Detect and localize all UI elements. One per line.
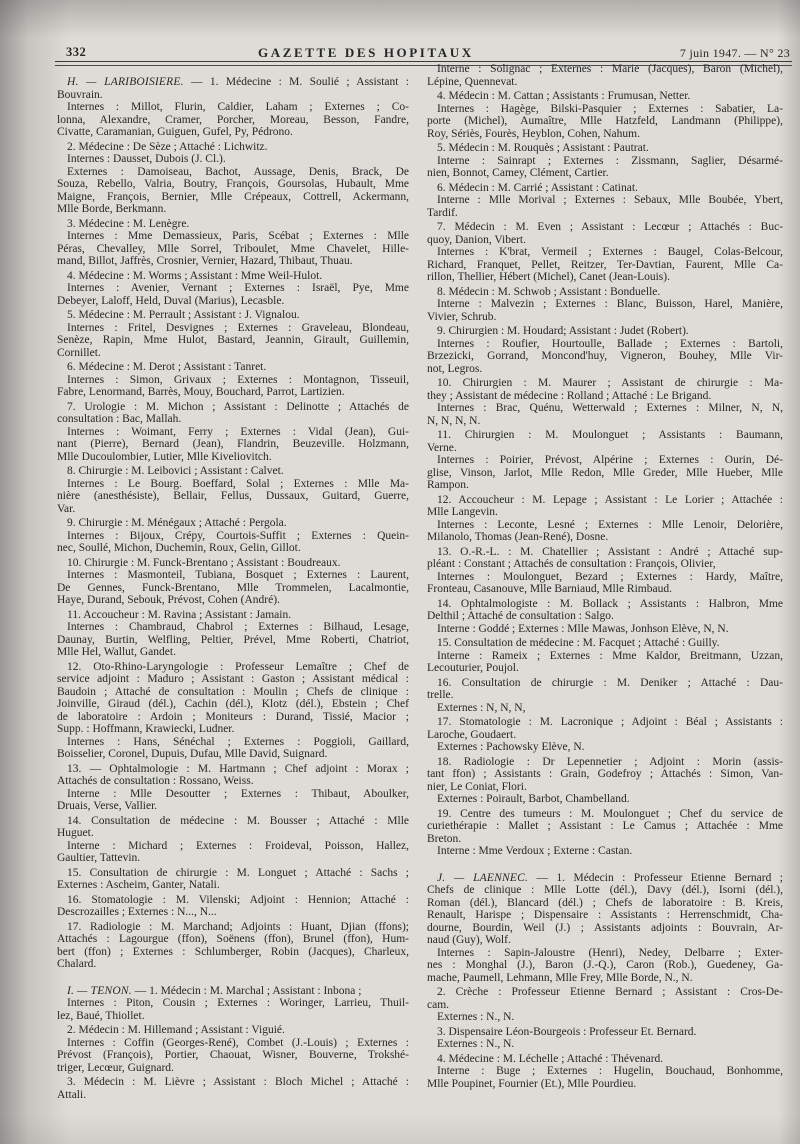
paragraph <box>427 947 783 985</box>
paragraph <box>427 402 783 427</box>
text-line: 3. Médecin : M. Lièvre ; Assistant : Bloch Michel ; Attaché : <box>67 1076 409 1088</box>
text-line: Chefs de clinique : Mlle Lotte (dél.), Davy (dél.), Isorni (dél.), <box>427 884 783 896</box>
text-line: 15. Consultation de chirurgie : M. Longuet ; Attaché : Sachs ; <box>67 866 409 879</box>
page-header <box>58 45 792 61</box>
text-line: Mlle Borde, Berkmann. <box>57 203 167 215</box>
text-line: bert (ffon) ; Externes : Schlumberger, Robin (Jacques), Charleux, <box>57 945 409 958</box>
paragraph <box>57 661 409 736</box>
paragraph <box>427 872 783 947</box>
service-entry <box>427 808 783 858</box>
service-entry <box>57 985 409 1023</box>
text-line <box>57 985 409 998</box>
text-line: Internes : Simon, Grivaux ; Externes : Montagnon, Tisseuil, <box>67 373 409 386</box>
paragraph <box>427 702 783 715</box>
text-line: Internes : Woimant, Ferry ; Externes : Vidal (Jean), Gui- <box>67 425 409 438</box>
paragraph <box>427 793 783 806</box>
text-line: 9. Chirurgie : M. Ménégaux ; Attaché : Pergola. <box>67 517 287 529</box>
text-line: 4. Médecine : M. Léchelle ; Attaché : Thévenard. <box>437 1052 664 1065</box>
paragraph <box>427 221 783 246</box>
text-line: Lépine, Quennevat. <box>427 75 518 88</box>
paragraph <box>57 166 409 216</box>
service-entry <box>427 429 783 492</box>
paragraph <box>57 921 409 971</box>
text-line: 3. Dispensaire Léon-Bourgeois : Professeur Et. Bernard. <box>437 1025 697 1038</box>
text-line: 17. Radiologie : M. Marchand; Adjoints : Huant, Djian (ffons); <box>67 920 409 933</box>
paragraph <box>57 141 409 154</box>
paragraph <box>427 90 783 103</box>
text-line: triger, Lecœur, Guignard. <box>57 1061 174 1074</box>
paragraph <box>57 309 409 322</box>
text-line: Internes : Hans, Sénéchal ; Externes : Poggioli, Gaillard, <box>67 735 409 748</box>
paragraph <box>57 401 409 426</box>
text-line: N, N, N, N. <box>427 414 481 427</box>
paragraph <box>57 270 409 283</box>
service-entry <box>57 361 409 399</box>
paragraph <box>57 894 409 919</box>
paragraph <box>57 985 409 998</box>
paragraph <box>427 338 783 376</box>
service-entry <box>427 221 783 284</box>
service-entry <box>427 598 783 636</box>
paragraph <box>57 426 409 464</box>
service-entry <box>427 63 783 88</box>
text-line: Internes : Hagège, Bilski-Pasquier ; Externes : Sabatier, La- <box>437 102 783 115</box>
text-line: Internes : Coffin (Georges-René), Combet (J.-Louis) ; Externes : <box>67 1036 409 1049</box>
service-entry <box>57 218 409 268</box>
text-line: 14. Ophtalmologiste : M. Bollack ; Assistants : Halbron, Mme <box>437 597 783 610</box>
paragraph <box>427 286 783 299</box>
text-line: nien, Bonnot, Camey, Clément, Cartier. <box>427 167 609 179</box>
text-line: Breton. <box>427 832 462 845</box>
paragraph <box>427 429 783 454</box>
paragraph <box>427 325 783 338</box>
text-line: Internes : Avenier, Vernant ; Externes : Israël, Pye, Mme <box>67 282 409 294</box>
service-entry <box>427 1053 783 1091</box>
text-line: 7. Médecin : M. Even ; Assistant : Lecœur ; Attachés : Buc- <box>437 221 783 233</box>
text-line: Attachés : Lagourgue (ffon), Soënens (ffon), Brunel (ffon), Hum- <box>57 933 409 945</box>
paragraph <box>427 571 783 596</box>
text-line: lonna, Alexandre, Cramer, Porcher, Moreau, Besson, Fandre, <box>57 113 409 126</box>
paragraph <box>57 465 409 478</box>
text-line: 11. Accoucheur : M. Ravina ; Assistant : Jamain. <box>67 608 292 621</box>
text-line: Internes : Sapin-Jaloustre (Henri), Nedey, Delbarre ; Exter- <box>437 946 783 959</box>
text-line-rest: — 1. Médecin : M. Marchal ; Assistant : Inbona ; <box>134 984 362 997</box>
text-line: Interne : Michard ; Externes : Froideval, Poisson, Hallez, <box>67 839 409 852</box>
text-line: Richard, Franquet, Pellet, Reitzer, Ter-Davtian, Faurent, Mlle Ca- <box>427 258 783 271</box>
text-line: Interne : Mme Verdoux ; Externe : Castan. <box>437 845 633 857</box>
text-line: Fronteau, Casanouve, Mlle Barniaud, Mlle Rimbaud. <box>427 583 672 595</box>
paragraph <box>57 530 409 555</box>
paragraph <box>427 1053 783 1066</box>
text-line: nière (anesthésiste), Bellair, Fellus, Dussaux, Guitard, Guerre, <box>57 490 409 502</box>
paragraph <box>427 546 783 571</box>
text-line: Externes : Poirault, Barbot, Chambelland. <box>437 793 630 805</box>
text-line: curiethérapie : Mallet ; Assistant : Le Camus ; Attachée : Mme <box>427 820 783 832</box>
service-entry <box>57 141 409 216</box>
paragraph <box>57 997 409 1022</box>
text-line: 4. Médecin : M. Cattan ; Assistants : Frumusan, Netter. <box>437 90 691 102</box>
hospital-heading: I. — TENON. <box>67 984 132 997</box>
text-line: tant ffon) ; Assistants : Grain, Godefroy ; Attachés : Simon, Van- <box>427 768 783 780</box>
text-line: Mlle Poupinet, Fournier (Et.), Mlle Pourdieu. <box>427 1077 637 1090</box>
text-line: 16. Consultation de chirurgie : M. Deniker ; Attaché : Dau- <box>437 676 783 689</box>
text-line: Baudoin ; Attaché de consultation : Moulin ; Chefs de clinique : <box>57 685 409 698</box>
service-entry <box>57 401 409 464</box>
text-line: Maigne, François, Bernier, Mlle Crépeaux, Cottrell, Ackermann, <box>57 190 409 203</box>
text-line: Interne : Goddé ; Externes : Mlle Mawas, Jonhson Elève, N, N. <box>437 622 729 635</box>
service-entry <box>57 661 409 761</box>
text-line-rest: — 1. Médecin : Professeur Etienne Bernard ; <box>536 871 783 884</box>
paragraph <box>57 517 409 530</box>
paragraph <box>427 808 783 846</box>
text-line: Attali. <box>57 1088 87 1101</box>
text-line: Druais, Verse, Vallier. <box>57 800 158 812</box>
paragraph <box>427 650 783 675</box>
text-line: 6. Médecin : M. Carrié ; Assistant : Catinat. <box>437 181 638 194</box>
text-line: 16. Stomatologie : M. Vilenski; Adjoint : Hennion; Attaché : <box>67 893 409 906</box>
text-line: Milanolo, Thomas (Jean-René), Dosne. <box>427 531 609 543</box>
paragraph <box>57 621 409 659</box>
text-line: Internes : Chambraud, Chabrol ; Externes : Bilhaud, Lesage, <box>67 621 409 633</box>
text-line: 19. Centre des tumeurs : M. Moulonguet ; Chef du service de <box>437 807 783 820</box>
service-entry <box>57 1024 409 1074</box>
text-line: Internes : Fritel, Desvignes ; Externes : Graveleau, Blondeau, <box>67 321 409 334</box>
service-entry <box>57 557 409 607</box>
text-line: 15. Consultation de médecine : M. Facquet ; Attaché : Guilly. <box>437 637 720 649</box>
paragraph <box>57 736 409 761</box>
text-line: Cornillet. <box>57 346 101 359</box>
paragraph <box>57 230 409 268</box>
service-entry <box>427 1026 783 1051</box>
text-line: naud (Guy), Wolf. <box>427 934 511 946</box>
text-line: trelle. <box>427 689 454 701</box>
text-line: Lecouturier, Poujol. <box>427 662 519 674</box>
service-entry <box>427 325 783 375</box>
text-line: Interne : Mlle Desoutter ; Externes : Thibaut, Aboulker, <box>67 787 409 800</box>
service-entry <box>427 677 783 715</box>
service-entry <box>427 182 783 220</box>
text-line: de laboratoire : Ardoin ; Moniteurs : Durand, Tissié, Macior ; <box>57 710 409 723</box>
text-line: mand, Billot, Jaffrès, Crosnier, Vernier, Hazard, Thibaut, Thuau. <box>57 255 353 267</box>
text-line: quoy, Danion, Vibert. <box>427 233 526 246</box>
text-line: consultation : Bac, Mallah. <box>57 413 182 425</box>
text-line: 5. Médecin : M. Rouquès ; Assistant : Pautrat. <box>437 142 649 154</box>
text-line: porte (Michel), Aumaître, Mlle Hatzfeld, Landmann (Philippe), <box>427 115 783 127</box>
paragraph <box>427 845 783 858</box>
text-line: 10. Chirurgien : M. Maurer ; Assistant de chirurgie : Ma- <box>437 377 783 389</box>
text-line: Interne : Rameix ; Externes : Mme Kaldor, Breitmann, Uzzan, <box>437 649 783 662</box>
paragraph <box>57 557 409 570</box>
text-line: 18. Radiologie : Dr Lepennetier ; Adjoint : Morin (assis- <box>437 755 783 768</box>
text-line-rest: — 1. Médecine : M. Soulié ; Assistant : <box>191 76 409 88</box>
text-line: 4. Médecine : M. Worms ; Assistant : Mme Weil-Hulot. <box>67 269 323 282</box>
service-entry <box>57 921 409 971</box>
text-line: nier, Le Coniat, Flori. <box>427 780 527 793</box>
text-line: Externes : Ascheim, Ganter, Natali. <box>57 879 220 891</box>
service-entry <box>57 1076 409 1101</box>
text-line: Internes : Bijoux, Crépy, Courtois-Suffit ; Externes : Quein- <box>67 529 409 542</box>
text-line: Roy, Sériès, Fourès, Heyblon, Cohen, Nahum. <box>427 127 640 140</box>
service-entry <box>57 465 409 515</box>
paragraph <box>427 716 783 741</box>
paragraph <box>427 677 783 702</box>
text-line: 11. Chirurgien : M. Moulonguet ; Assistants : Baumann, <box>437 429 783 441</box>
text-line: Péras, Chevalley, Mlle Sorrel, Triboulet, Mme Chavelet, Hille- <box>57 242 409 255</box>
text-line: Internes : Moulonguet, Bezard ; Externes : Hardy, Maître, <box>437 570 783 583</box>
paragraph <box>427 246 783 284</box>
paragraph <box>427 1065 783 1090</box>
paragraph <box>427 637 783 650</box>
text-line: Descrozailles ; Externes : N..., N... <box>57 906 217 918</box>
text-line: Gaultier, Tattevin. <box>57 852 141 864</box>
service-entry <box>427 286 783 324</box>
text-line: Supp. : Hoffmann, Krawiecki, Ludner. <box>57 723 235 735</box>
text-line: 2. Médecine : De Sèze ; Attaché : Lichwitz. <box>67 140 268 153</box>
text-line: Roman (dél.), Blancard (dél.) ; Chefs de laboratoire : B. Kreis, <box>427 896 783 909</box>
text-line: 17. Stomatologie : M. Lacronique ; Adjoint : Béal ; Assistants : <box>437 716 783 728</box>
text-line: Huguet. <box>57 827 94 839</box>
paragraph <box>427 519 783 544</box>
service-entry <box>427 90 783 140</box>
text-line: Interne : Buge ; Externes : Hugelin, Bouchaud, Bonhomme, <box>437 1065 783 1077</box>
text-line: 14. Consultation de médecine : M. Bousser ; Attaché : Mlle <box>67 814 409 827</box>
text-line: 8. Chirurgie : M. Leibovici ; Assistant : Calvet. <box>67 465 284 477</box>
service-entry <box>427 142 783 180</box>
text-line: 6. Médecine : M. Derot ; Assistant : Tanret. <box>67 361 267 373</box>
paragraph <box>427 1026 783 1039</box>
service-entry <box>57 815 409 865</box>
paragraph <box>57 569 409 607</box>
paragraph <box>427 1011 783 1024</box>
text-line: Externes : Damoiseau, Bachot, Aussage, Denis, Brack, De <box>67 165 409 178</box>
text-line: Internes : Brac, Quénu, Wetterwald ; Externes : Milner, N, N, <box>437 402 783 414</box>
service-entry <box>427 986 783 1024</box>
paragraph <box>427 298 783 323</box>
paragraph <box>427 182 783 195</box>
hospital-heading: J. — LAENNEC. <box>437 871 529 884</box>
page-number: 332 <box>66 45 87 59</box>
hospital-heading: H. — LARIBOISIERE. <box>67 76 184 88</box>
text-line: Interne : Mlle Morival ; Externes : Sebaux, Mlle Boubée, Ybert, <box>437 194 783 206</box>
text-line: Externes : N., N. <box>437 1038 515 1050</box>
text-line: Internes : Piton, Cousin ; Externes : Woringer, Larrieu, Thuil- <box>67 997 409 1009</box>
paragraph <box>57 867 409 892</box>
service-entry <box>57 517 409 555</box>
text-line <box>57 76 409 89</box>
paragraph <box>427 623 783 636</box>
paragraph <box>57 101 409 139</box>
text-line: 3. Médecine : M. Lenègre. <box>67 217 190 230</box>
text-line: they ; Assistant de médecine : Rolland ; Attaché : Le Brigand. <box>427 389 712 402</box>
text-line: 2. Médecin : M. Hillemand ; Assistant : Viguié. <box>67 1024 285 1036</box>
text-line: 12. Accoucheur : M. Lepage ; Assistant : Le Lorier ; Attachée : <box>437 493 783 506</box>
text-line: Internes : Masmonteil, Tubiana, Bosquet ; Externes : Laurent, <box>67 569 409 581</box>
service-entry <box>427 377 783 427</box>
text-line: Bouvrain. <box>57 88 103 101</box>
paragraph <box>57 1037 409 1075</box>
text-line: Mlle Ducoulombier, Lutier, Mlle Kiveliovitch. <box>57 450 272 463</box>
paragraph <box>57 788 409 813</box>
paragraph <box>427 454 783 492</box>
text-line: Attachés de consultation : Rossano, Weiss. <box>57 775 254 787</box>
service-entry <box>427 637 783 675</box>
paragraph <box>57 815 409 840</box>
text-line: nes : Monghal (J.), Baron (J.-Q.), Caron (Rob.), Guedeney, Ga- <box>427 959 783 971</box>
text-line: Boisselier, Coronel, Dupuis, Dufau, Mlle David, Suignard. <box>57 748 328 760</box>
paragraph <box>427 741 783 754</box>
text-line: Senèze, Rapin, Mme Hulot, Bastard, Jeannin, Girault, Guillemin, <box>57 334 409 346</box>
paragraph <box>427 986 783 1011</box>
text-line: not, Legros. <box>427 362 483 375</box>
paragraph <box>427 1038 783 1051</box>
paragraph <box>57 1076 409 1101</box>
text-line: 13. O.-R.-L. : M. Chatellier ; Assistant : André ; Attaché sup- <box>437 545 783 558</box>
text-line: mache, Paumell, Lehmann, Mlle Frey, Mlle Borde, N., N. <box>427 971 693 984</box>
text-line: Fabre, Lenormand, Barrès, Mouy, Bouchard, Parrot, Lartizien. <box>57 386 345 398</box>
text-line: Rampon. <box>427 479 469 491</box>
newspaper-title: GAZETTE DES HOPITAUX <box>258 45 474 60</box>
service-entry <box>57 609 409 659</box>
service-entry <box>57 763 409 813</box>
paragraph <box>427 494 783 519</box>
paragraph <box>57 76 409 101</box>
text-line: Verne. <box>427 441 457 454</box>
paragraph <box>427 756 783 794</box>
text-line: Chalard. <box>57 958 97 970</box>
text-line: Mlle Hel, Wallut, Gandet. <box>57 646 176 658</box>
text-line: Tardif. <box>427 206 458 219</box>
service-entry <box>57 309 409 359</box>
paragraph <box>57 609 409 622</box>
text-line: Mlle Langevin. <box>427 506 498 518</box>
text-line: Delthil ; Attaché de consultation : Salgo. <box>427 610 614 622</box>
text-line: Brzezicki, Gorrand, Moncond'huy, Vigneron, Bouhey, Mlle Vir- <box>427 350 783 362</box>
paragraph <box>57 322 409 360</box>
service-entry <box>427 716 783 754</box>
paragraph <box>427 194 783 219</box>
text-line: Interne : Sainrapt ; Externes : Zissmann, Saglier, Désarmé- <box>437 154 783 167</box>
text-line: Internes : Le Bourg. Boeffard, Solal ; Externes : Mlle Ma- <box>67 477 409 490</box>
text-line: dourne, Bourdin, Weil (J.) ; Assistants adjoints : Bouvrain, Ar- <box>427 921 783 934</box>
paragraph <box>57 1024 409 1037</box>
text-line: 2. Crèche : Professeur Etienne Bernard ; Assistant : Cros-De- <box>437 986 783 998</box>
text-line: Interne : Solignac ; Externes : Marie (Jacques), Baron (Michel), <box>437 63 783 75</box>
paragraph <box>57 218 409 231</box>
text-line: Externes : Pachowsky Elève, N. <box>437 741 585 753</box>
text-line: 5. Médecine : M. Perrault ; Assistant : J. Vignalou. <box>67 309 300 321</box>
text-line: Souza, Rebello, Valria, Boutry, François, Goursolas, Hubault, Mme <box>57 178 409 190</box>
service-entry <box>57 894 409 919</box>
service-entry <box>427 546 783 596</box>
text-line: Internes : Millot, Flurin, Caldier, Laham ; Externes ; Co- <box>67 101 409 113</box>
text-line: 13. — Ophtalmologie : M. Hartmann ; Chef adjoint : Morax ; <box>67 762 409 775</box>
text-line: cam. <box>427 998 450 1011</box>
text-line: Laroche, Goudaert. <box>427 728 517 741</box>
service-entry <box>427 494 783 544</box>
text-line: 10. Chirurgie : M. Funck-Brentano ; Assistant : Boudreaux. <box>67 556 341 569</box>
text-line: 12. Oto-Rhino-Laryngologie : Professeur Lemaître ; Chef de <box>67 660 409 673</box>
paragraph <box>427 598 783 623</box>
text-line: 9. Chirurgien : M. Houdard; Assistant : Judet (Robert). <box>437 325 689 337</box>
service-entry <box>57 867 409 892</box>
text-line <box>427 872 783 885</box>
text-line: rillon, Thellier, Hébert (Michel), Canet (Jean-Louis). <box>427 271 670 283</box>
left-column <box>57 76 409 1101</box>
text-line: Internes : Dausset, Dubois (J. Cl.). <box>67 153 226 165</box>
paragraph <box>427 103 783 141</box>
text-line: Internes : Mme Demassieux, Paris, Scébat ; Externes : Mlle <box>67 230 409 242</box>
issue-date: 7 juin 1947. — N° 23 <box>679 46 790 60</box>
text-line: Var. <box>57 502 76 515</box>
text-line: Internes : Roufier, Hourtoulle, Ballade ; Externes : Bartoli, <box>437 337 783 350</box>
text-line: Daunay, Burtin, Welfling, Peltier, Prével, Mme Roberti, Chatriot, <box>57 633 409 646</box>
text-line: Haye, Durand, Sebouk, Prévost, Cohen (André). <box>57 594 280 606</box>
paragraph <box>57 374 409 399</box>
service-entry <box>427 872 783 985</box>
text-line: Vivier, Schrub. <box>427 310 497 323</box>
paragraph <box>57 763 409 788</box>
text-line: service adjoint : Maduro ; Assistant : Gaston ; Assistant médical : <box>57 673 409 685</box>
service-entry <box>57 270 409 308</box>
text-line: 7. Urologie : M. Michon ; Assistant : Delinotte ; Attachés de <box>67 400 409 413</box>
text-line: pléant : Constant ; Attachés de consultation : François, Olivier, <box>427 558 716 570</box>
text-line: Debeyer, Laloff, Held, Duval (Marius), Lecasble. <box>57 294 285 307</box>
text-line: Interne : Malvezin ; Externes : Blanc, Buisson, Harel, Manière, <box>437 298 783 310</box>
text-line: Prévost (François), Portier, Chaouat, Wisner, Bouverne, Trokshé- <box>57 1049 409 1061</box>
service-entry <box>427 756 783 806</box>
paragraph <box>427 155 783 180</box>
text-line: Externes : N, N, N, <box>437 701 526 714</box>
text-line: Internes : Leconte, Lesné ; Externes : Mlle Lenoir, Delorière, <box>437 518 783 531</box>
right-column <box>427 63 783 1090</box>
text-line: glise, Vinson, Jarlot, Mlle Redon, Mlle Greder, Mlle Hueber, Mlle <box>427 466 783 479</box>
paragraph <box>57 478 409 516</box>
text-line: Renault, Harispe ; Dispensaire : Assistants : Herrenschmidt, Cha- <box>427 909 783 921</box>
text-line: 8. Médecin : M. Schwob ; Assistant : Bonduelle. <box>437 285 661 298</box>
text-line: Externes : N., N. <box>437 1011 515 1023</box>
paragraph <box>57 282 409 307</box>
text-line: De Gennes, Funck-Brentano, Mlle Trommelen, Lacalmontie, <box>57 581 409 594</box>
text-line: Internes : Poirier, Prévost, Alpérine ; Externes : Ourin, Dé- <box>437 454 783 466</box>
paragraph <box>57 361 409 374</box>
service-entry <box>57 76 409 139</box>
text-line: Civatte, Caramanian, Guiguen, Gufel, Py, Pédrono. <box>57 126 293 138</box>
paragraph <box>57 153 409 166</box>
paragraph <box>427 377 783 402</box>
text-line: Internes : K'brat, Vermeil ; Externes : Baugel, Colas-Belcour, <box>437 246 783 258</box>
paragraph <box>427 142 783 155</box>
text-line: nant (Pierre), Bernard (Jean), Flandrin, Beuzeville. Holzmann, <box>57 438 409 450</box>
text-line: Joinville, Giraud (dél.), Cachin (dél.), Klotz (dél.), Ebstein ; Chef <box>57 698 409 710</box>
text-line: nec, Soullé, Michon, Duchemin, Roux, Gelin, Gillot. <box>57 542 301 554</box>
paragraph <box>57 840 409 865</box>
text-line: lez, Baué, Thiollet. <box>57 1009 145 1022</box>
paragraph <box>427 63 783 88</box>
